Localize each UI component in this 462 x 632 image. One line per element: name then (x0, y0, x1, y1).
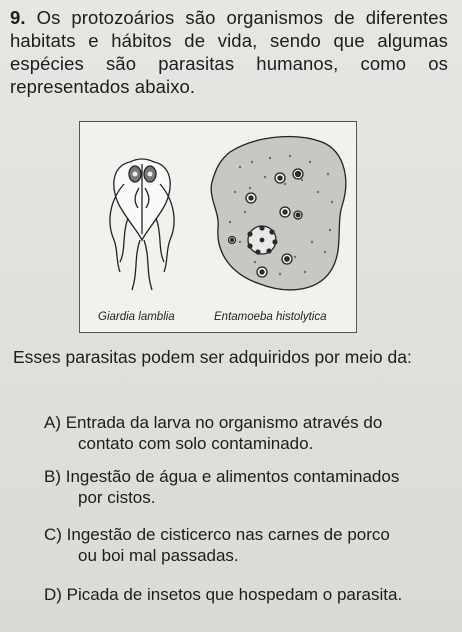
question-number: 9. (10, 7, 26, 28)
giardia-drawing (110, 159, 174, 290)
option-a-line1: A) Entrada da larva no organismo através do (44, 413, 383, 432)
option-c-line1: C) Ingestão de cisticerco nas carnes de porco (44, 525, 390, 544)
option-b-line1: B) Ingestão de água e alimentos contaminados (44, 467, 400, 486)
option-a-line2: contato com solo contaminado. (78, 434, 314, 453)
caption-entamoeba: Entamoeba histolytica (214, 311, 327, 323)
option-d-line1: D) Picada de insetos que hospedam o parasita. (44, 585, 403, 604)
option-a[interactable] (44, 412, 444, 454)
entamoeba-drawing (211, 137, 346, 290)
option-d[interactable] (44, 584, 444, 605)
parasites-illustration (80, 122, 356, 332)
option-c-line2: ou boi mal passadas. (78, 546, 239, 565)
option-b[interactable] (44, 466, 444, 508)
question-prompt: Esses parasitas podem ser adquiridos por meio da: (13, 347, 412, 367)
option-b-line2: por cistos. (78, 488, 156, 507)
question-body: Os protozoários são organismos de diferentes habitats e hábitos de vida, sendo que algumas espécies são parasitas humanos, como os representados abaixo. (10, 7, 448, 97)
caption-giardia: Giardia lamblia (98, 311, 175, 323)
option-c[interactable] (44, 524, 444, 566)
question-text (10, 6, 448, 98)
parasites-figure (79, 121, 357, 333)
